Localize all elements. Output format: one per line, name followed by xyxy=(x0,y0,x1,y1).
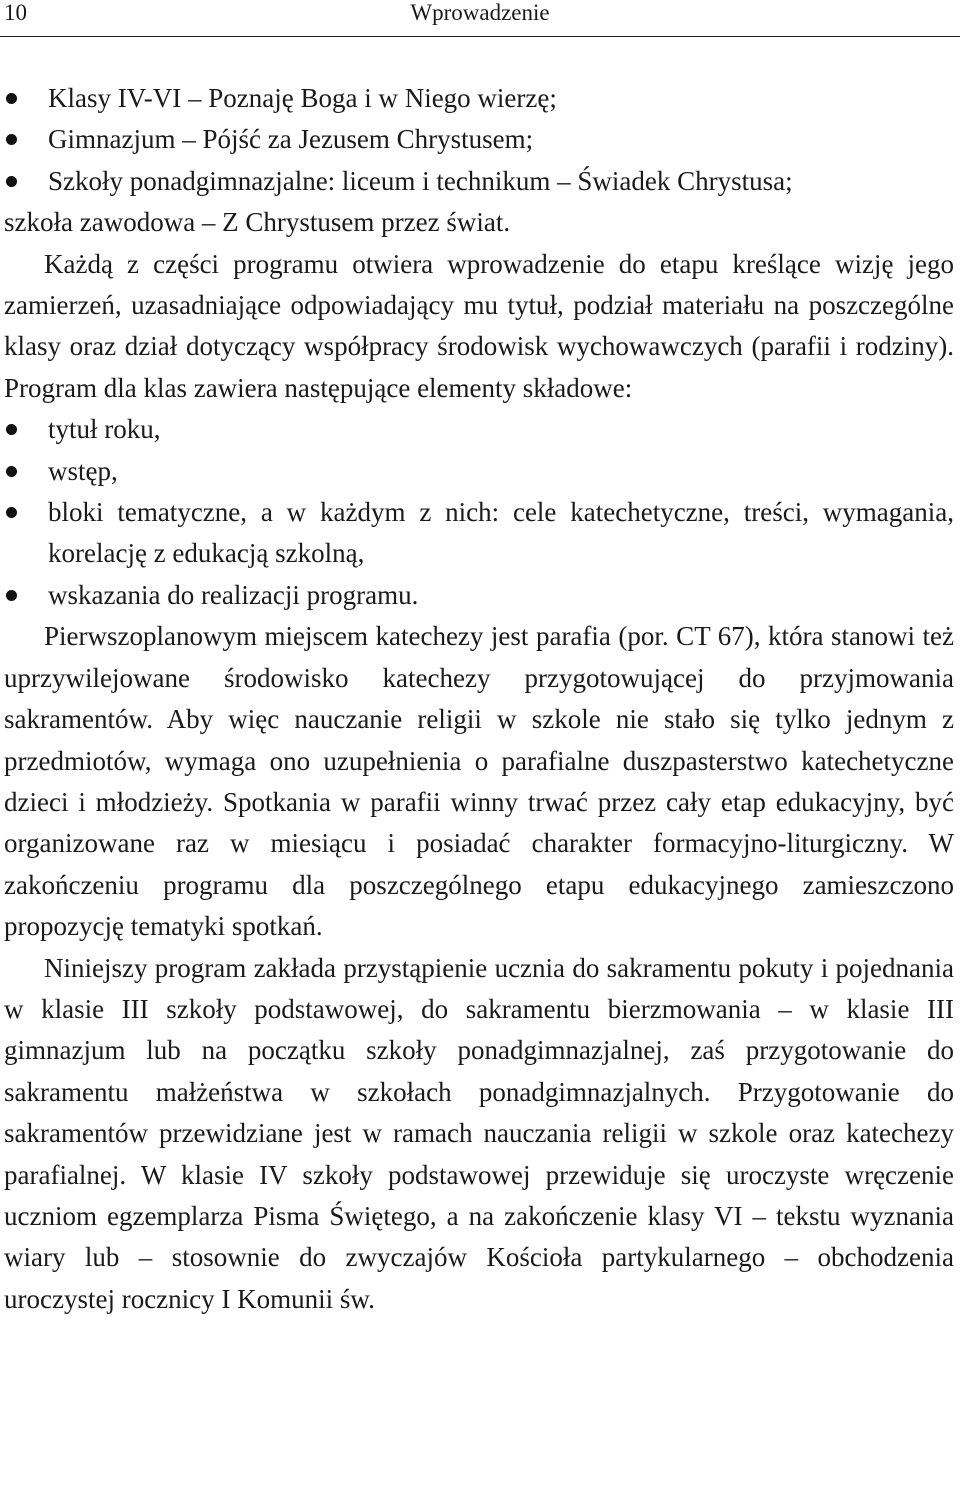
paragraph: Niniejszy program zakłada przystąpienie ucznia do sakramentu pokuty i pojednania w klasie III szkoły podstawowej, do sakramentu bierzmowania – w klasie III gimnazjum lub na początku szkoły ponadgimnazjalnej, zaś przygotowanie do sakramentu małżeństwa w szkołach ponadgimnazjalnych. Przygotowanie do sakramentów przewidziane jest w ramach nauczania religii w szkole oraz katechezy parafialnej. W klasie IV szkoły podstawowej przewiduje się uroczyste wręczenie uczniom egzemplarza Pisma Świętego, a na zakończenie klasy VI – tekstu wyznania wiary lub – stosownie do zwyczajów Kościoła partykularnego – obchodzenia uroczystej rocznicy I Komunii św. xyxy=(4,952,954,1314)
list-item: bloki tematyczne, a w każdym z nich: cele katechetyczne, treści, wymagania, korelację z edukacją szkolną, xyxy=(4,492,954,575)
page-body xyxy=(4,78,954,1320)
page-number: 10 xyxy=(4,0,27,25)
list-item: Klasy IV-VI – Poznaję Boga i w Niego wierzę; xyxy=(4,78,954,119)
list-item: wstęp, xyxy=(4,451,954,492)
paragraph: Pierwszoplanowym miejscem katechezy jest parafia (por. CT 67), która stanowi też uprzywilejowane środowisko katechezy przygotowującej do przyjmowania sakramentów. Aby więc nauczanie religii w szkole nie stało się tylko jednym z przedmiotów, wymaga ono uzupełnienia o parafialne duszpasterstwo katechetyczne dzieci i młodzieży. Spotkania w parafii winny trwać przez cały etap edukacyjny, być organizowane raz w miesiącu i posiadać charakter formacyjno-liturgiczny. W zakończeniu programu dla poszczególnego etapu edukacyjnego zamieszczono propozycję tematyki spotkań. xyxy=(4,621,954,942)
curriculum-list xyxy=(4,78,954,244)
list-item: tytuł roku, xyxy=(4,409,954,450)
list-item-continuation: szkoła zawodowa – Z Chrystusem przez świat. xyxy=(4,207,511,238)
list-item: wskazania do realizacji programu. xyxy=(4,575,954,616)
page-header xyxy=(0,0,960,37)
components-list xyxy=(4,409,954,616)
running-title: Wprowadzenie xyxy=(410,0,550,25)
list-item: Gimnazjum – Pójść za Jezusem Chrystusem; xyxy=(4,119,954,160)
list-item: Szkoły ponadgimnazjalne: liceum i technikum – Świadek Chrystusa; xyxy=(4,161,954,202)
paragraph: Każdą z części programu otwiera wprowadzenie do etapu kreślące wizję jego zamierzeń, uzasadniające odpowiadający mu tytuł, podział materiału na poszczególne klasy oraz dział dotyczący współpracy środowisk wychowawczych (parafii i rodziny). Program dla klas zawiera następujące elementy składowe: xyxy=(4,248,954,403)
